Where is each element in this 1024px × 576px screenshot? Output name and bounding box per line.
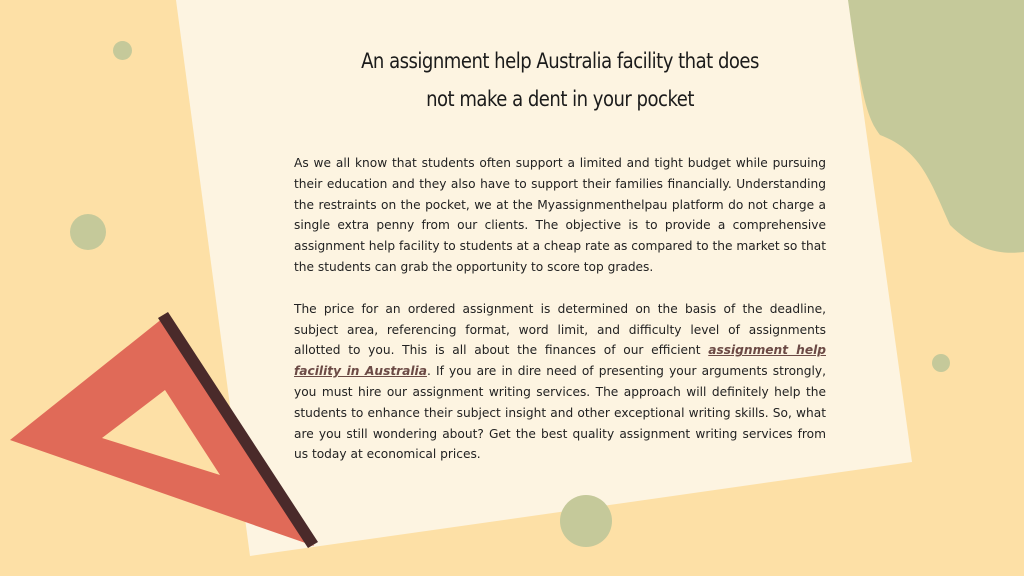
decor-dot — [560, 495, 612, 547]
paragraph-1: As we all know that students often support a limited and tight budget while pursuing their education and they also have to support their families financially. Understanding the restraints on the pocket, we at the Myassignmenthelpau platform do not charge a single extra penny from our clients. The objective is to provide a comprehensive assignment help facility to students at a cheap rate as compared to the market so that the students can grab the opportunity to score top grades. — [294, 156, 826, 274]
decor-dot — [932, 354, 950, 372]
title-line-2: not make a dent in your pocket — [426, 87, 694, 111]
slide-body — [294, 153, 826, 486]
paragraph-2-text-a: The price for an ordered assignment is determined on the basis of the deadline, subject area, referencing format, word limit, and difficulty level of assignments allotted to you. This is all about the finances of our efficient — [294, 301, 826, 358]
paragraph-2-text-b: . If you are in dire need of presenting your arguments strongly, you must hire our assignment writing services. The approach will definitely help the students to enhance their subject insight and other exceptional writing skills. So, what are you still wondering about? Get the best quality assignment writing services from us today at economical prices. — [294, 364, 826, 462]
decor-dot — [70, 214, 106, 250]
slide-title — [336, 42, 783, 118]
assignment-help-link[interactable]: assignment help facility in Australia — [294, 343, 826, 379]
decor-dot — [113, 41, 132, 60]
paragraph-2 — [294, 299, 826, 465]
title-line-1: An assignment help Australia facility that does — [361, 49, 759, 73]
